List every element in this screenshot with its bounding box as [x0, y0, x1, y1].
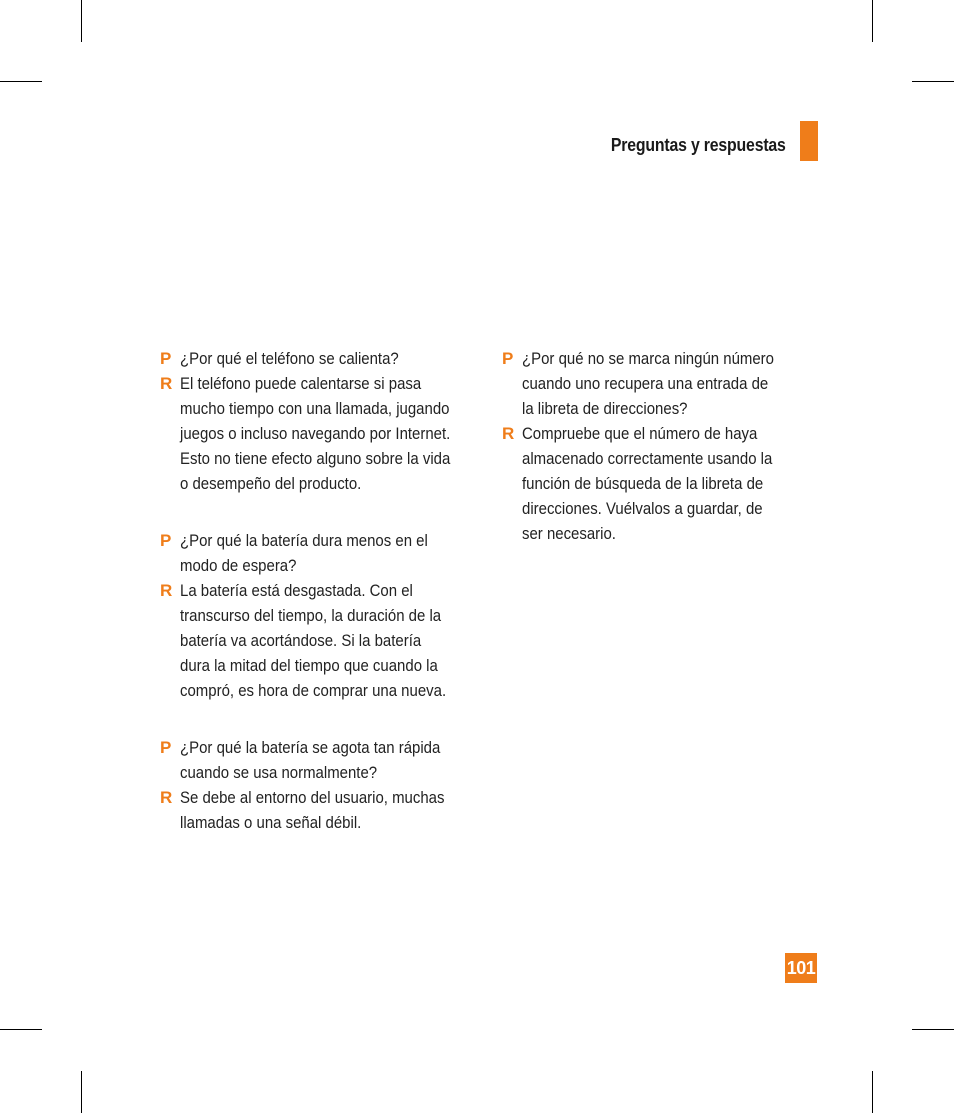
question-text: ¿Por qué no se marca ningún número cuando uno recupera una entrada de la libreta de direcciones?: [522, 349, 774, 418]
answer-text: Compruebe que el número de haya almacenado correctamente usando la función de búsqueda de la libreta de direcciones. Vuélvalos a guardar, de ser necesario.: [522, 424, 773, 543]
question-text: ¿Por qué la batería se agota tan rápida cuando se usa normalmente?: [180, 738, 441, 782]
crop-mark: [872, 0, 873, 42]
answer-line: [160, 371, 490, 496]
answer-marker: R: [160, 581, 173, 600]
answer-text: El teléfono puede calentarse si pasa mucho tiempo con una llamada, jugando juegos o incluso navegando por Internet. Esto no tiene efecto alguno sobre la vida o desempeño del producto.: [180, 374, 451, 493]
question-marker: P: [502, 349, 514, 368]
crop-mark: [872, 1071, 873, 1113]
answer-marker: R: [502, 424, 515, 443]
question-text: ¿Por qué el teléfono se calienta?: [180, 349, 399, 368]
question-line: [160, 528, 490, 578]
crop-mark: [912, 1029, 954, 1030]
crop-mark: [81, 0, 82, 42]
question-marker: P: [160, 531, 172, 550]
answer-text: La batería está desgastada. Con el transcurso del tiempo, la duración de la batería va acortándose. Si la batería dura la mitad del tiempo que cuando la compró, es hora de comprar una nueva.: [180, 581, 447, 700]
section-title: Preguntas y respuestas: [611, 135, 786, 155]
section-tab: [800, 121, 818, 161]
qa-item: [502, 346, 812, 546]
left-column: [160, 346, 490, 867]
crop-mark: [81, 1071, 82, 1113]
crop-mark: [0, 81, 42, 82]
question-line: [502, 346, 812, 421]
qa-item: [160, 735, 490, 835]
answer-marker: R: [160, 374, 173, 393]
section-header: [560, 121, 818, 161]
answer-line: [502, 421, 812, 546]
answer-line: [160, 785, 490, 835]
question-line: [160, 735, 490, 785]
page-number: 101: [785, 953, 817, 983]
question-marker: P: [160, 738, 172, 757]
crop-mark: [912, 81, 954, 82]
qa-item: [160, 528, 490, 703]
qa-item: [160, 346, 490, 496]
question-line: [160, 346, 490, 371]
question-marker: P: [160, 349, 172, 368]
question-text: ¿Por qué la batería dura menos en el modo de espera?: [180, 531, 428, 575]
answer-text: Se debe al entorno del usuario, muchas llamadas o una señal débil.: [180, 788, 445, 832]
right-column: [502, 346, 812, 578]
crop-mark: [0, 1029, 42, 1030]
answer-line: [160, 578, 490, 703]
answer-marker: R: [160, 788, 173, 807]
